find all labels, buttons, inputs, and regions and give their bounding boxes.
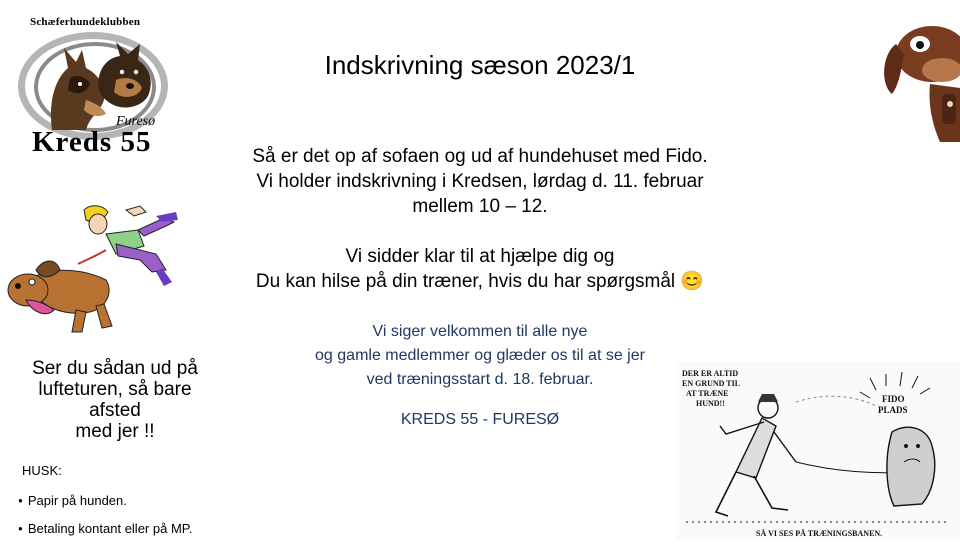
intro-line: Vi holder indskrivning i Kredsen, lørdag d. 11. februar bbox=[256, 171, 704, 192]
help-line: Vi sidder klar til at hjælpe dig og bbox=[345, 246, 615, 267]
help-paragraph bbox=[220, 244, 740, 294]
walk-caption-line: lufteturen, så bare afsted bbox=[38, 379, 192, 421]
logo-subtitle: Furesø bbox=[116, 114, 156, 129]
husk-list bbox=[18, 488, 192, 544]
walk-caption-line: med jer !! bbox=[75, 421, 155, 442]
intro-line: mellem 10 – 12. bbox=[412, 196, 548, 217]
walk-caption-line: Ser du sådan ud på bbox=[32, 358, 198, 379]
dog-walker-cartoon bbox=[6, 200, 181, 340]
welcome-line: og gamle medlemmer og glæder os til at se jer bbox=[315, 347, 645, 364]
svg-text:FIDO PLADS: FIDO PLADS bbox=[878, 394, 908, 415]
intro-line: Så er det op af sofaen og ud af hundehuset med Fido. bbox=[252, 146, 708, 167]
logo-kreds: Kreds 55 bbox=[32, 126, 152, 158]
svg-text:DER ER ALTID EN GRUND TI: DER ER ALTID EN GRUND TIL AT TRÆNE HUND!! bbox=[682, 369, 740, 408]
walk-caption bbox=[10, 358, 220, 442]
logo-club-name: Schæferhundeklubben bbox=[30, 16, 141, 28]
training-cartoon bbox=[676, 362, 960, 540]
welcome-line: ved træningsstart d. 18. februar. bbox=[366, 371, 594, 388]
list-item: ● Betaling kontant eller på MP. bbox=[18, 516, 192, 544]
page-title: Indskrivning sæson 2023/1 bbox=[324, 50, 636, 80]
signature: KREDS 55 - FURESØ bbox=[400, 411, 560, 428]
welcome-paragraph bbox=[250, 320, 710, 392]
training-cartoon-drawing bbox=[676, 362, 960, 540]
list-item: ● Papir på hunden. bbox=[18, 488, 192, 516]
top-right-dog-image bbox=[880, 14, 960, 144]
help-line: Du kan hilse på din træner, hvis du har spørgsmål 😊 bbox=[255, 271, 705, 292]
club-logo bbox=[12, 12, 192, 162]
cartoon-caption: SÅ VI SES PÅ TRÆNINGSBANEN. bbox=[756, 529, 883, 538]
welcome-line: Vi siger velkommen til alle nye bbox=[372, 323, 588, 340]
intro-paragraph bbox=[220, 144, 740, 219]
husk-heading: HUSK: bbox=[22, 463, 62, 478]
